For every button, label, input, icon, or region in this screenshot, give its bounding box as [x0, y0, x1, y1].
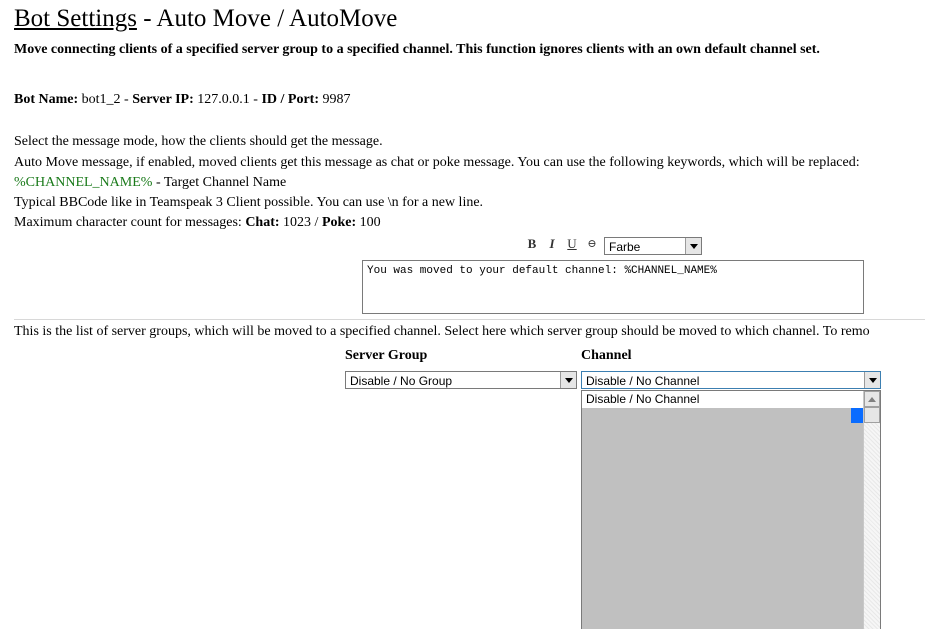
bot-name-label: Bot Name:	[14, 92, 79, 107]
groups-description: This is the list of server groups, which will be moved to a specified channel. Select here which server group should be moved to which channel. To remo	[14, 324, 870, 339]
server-ip-label: Server IP:	[132, 92, 194, 107]
chat-value: 1023 /	[279, 215, 322, 230]
bot-name-value: bot1_2 -	[78, 92, 133, 107]
port-value: 9987	[319, 92, 351, 107]
mode-instruction: Select the message mode, how the clients should get the message.	[14, 134, 383, 149]
dropdown-scrollbar[interactable]	[863, 391, 880, 629]
scrollbar-thumb[interactable]	[864, 407, 880, 423]
color-select-value: Farbe	[609, 240, 641, 254]
bot-settings-link[interactable]: Bot Settings	[14, 5, 137, 32]
bold-button[interactable]: B	[527, 236, 537, 251]
message-textarea[interactable]	[362, 260, 864, 314]
server-ip-value: 127.0.0.1 -	[193, 92, 262, 107]
max-label: Maximum character count for messages:	[14, 215, 246, 230]
channel-select[interactable]	[581, 371, 881, 389]
chevron-down-icon	[685, 238, 701, 254]
keyword-line	[14, 174, 286, 192]
dropdown-selection-marker	[851, 408, 863, 423]
italic-button[interactable]: I	[549, 236, 555, 251]
channel-header: Channel	[581, 348, 632, 363]
bot-info	[14, 91, 351, 109]
channel-value: Disable / No Channel	[586, 374, 700, 388]
section-divider	[14, 319, 925, 320]
chevron-down-icon	[560, 372, 576, 388]
chat-label: Chat:	[245, 215, 280, 230]
underline-button[interactable]: U	[567, 236, 577, 251]
channel-option[interactable]: Disable / No Channel	[582, 391, 880, 408]
server-group-value: Disable / No Group	[350, 374, 453, 388]
poke-label: Poke:	[321, 215, 357, 230]
max-characters-line	[14, 214, 381, 232]
server-group-header: Server Group	[345, 348, 428, 363]
bbcode-instruction: Typical BBCode like in Teamspeak 3 Client possible. You can use \n for a new line.	[14, 195, 484, 210]
channel-dropdown-list[interactable]	[581, 390, 881, 629]
port-label: ID / Port:	[261, 92, 319, 107]
keyword-channel-name: %CHANNEL_NAME%	[14, 175, 153, 190]
chevron-down-icon	[864, 372, 880, 388]
poke-value: 100	[356, 215, 381, 230]
scroll-up-icon[interactable]	[864, 391, 880, 407]
link-icon[interactable]: ⊖	[587, 238, 597, 250]
page-title-rest: - Auto Move / AutoMove	[136, 5, 398, 32]
keyword-description: - Target Channel Name	[152, 175, 287, 190]
page-description: Move connecting clients of a specified server group to a specified channel. This function ignores clients with an own default channel set.	[14, 42, 820, 57]
server-group-select[interactable]	[345, 371, 577, 389]
auto-move-instruction: Auto Move message, if enabled, moved clients get this message as chat or poke message. You can use the following keywords, which will be replaced:	[14, 155, 860, 170]
page-title	[14, 4, 397, 34]
color-select[interactable]	[604, 237, 702, 255]
